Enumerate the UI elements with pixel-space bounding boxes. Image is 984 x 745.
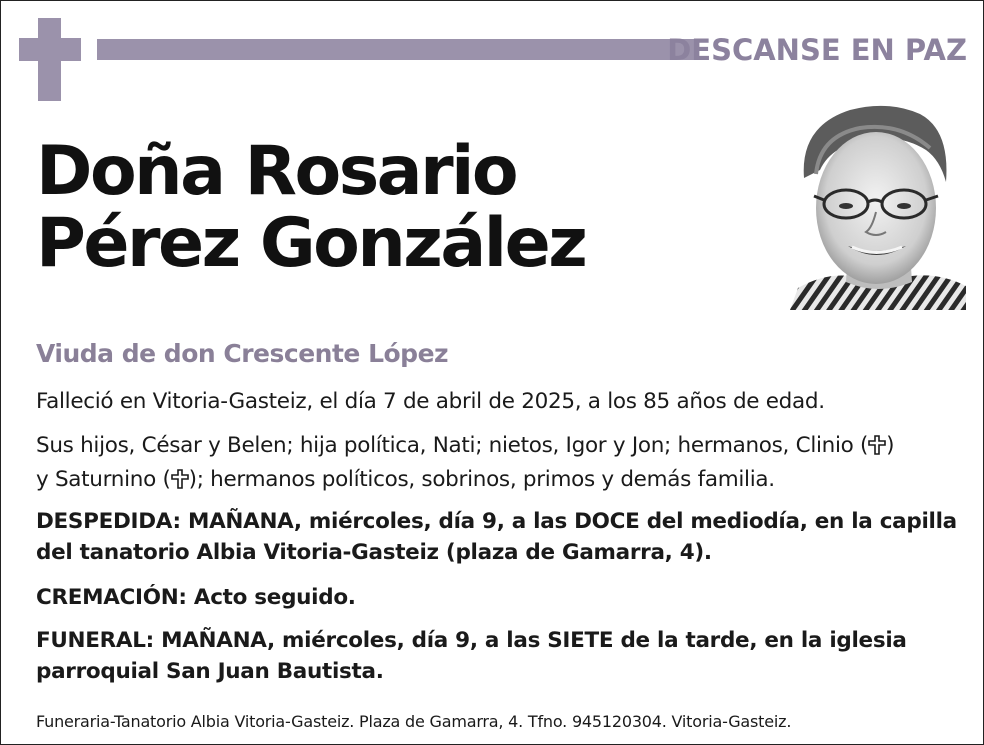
deceased-subtitle: Viuda de don Crescente López bbox=[36, 339, 449, 368]
farewell-paragraph bbox=[36, 506, 956, 568]
family-paragraph bbox=[36, 430, 956, 498]
deceased-photo bbox=[790, 100, 966, 310]
family-text-3: y Saturnino ( bbox=[36, 467, 171, 492]
deceased-cross-icon bbox=[171, 467, 189, 498]
family-text-1: Sus hijos, César y Belen; hija política, Nati; nietos, Igor y Jon; hermanos, Clinio ( bbox=[36, 433, 869, 458]
farewell-line-2: del tanatorio Albia Vitoria-Gasteiz (plaza de Gamarra, 4). bbox=[36, 540, 712, 565]
funeral-home-footer: Funeraria-Tanatorio Albia Vitoria-Gasteiz. Plaza de Gamarra, 4. Tfno. 945120304. Vitoria-Gasteiz. bbox=[36, 712, 792, 731]
funeral-line-1: FUNERAL: MAÑANA, miércoles, día 9, a las SIETE de la tarde, en la iglesia bbox=[36, 628, 907, 653]
deceased-cross-icon bbox=[868, 433, 886, 464]
header-bar bbox=[97, 39, 697, 60]
deceased-name bbox=[36, 132, 586, 283]
death-info: Falleció en Vitoria-Gasteiz, el día 7 de abril de 2025, a los 85 años de edad. bbox=[36, 389, 825, 414]
name-line-1: Doña Rosario bbox=[36, 132, 517, 211]
funeral-line-2: parroquial San Juan Bautista. bbox=[36, 659, 384, 684]
farewell-line-1: DESPEDIDA: MAÑANA, miércoles, día 9, a las DOCE del mediodía, en la capilla bbox=[36, 509, 957, 534]
family-text-2: ) bbox=[886, 433, 895, 458]
name-line-2: Pérez González bbox=[36, 204, 586, 283]
header-title: DESCANSE EN PAZ bbox=[667, 33, 967, 67]
cremation-info: CREMACIÓN: Acto seguido. bbox=[36, 585, 356, 610]
family-text-4: ); hermanos políticos, sobrinos, primos y demás familia. bbox=[188, 467, 775, 492]
funeral-paragraph bbox=[36, 625, 956, 687]
